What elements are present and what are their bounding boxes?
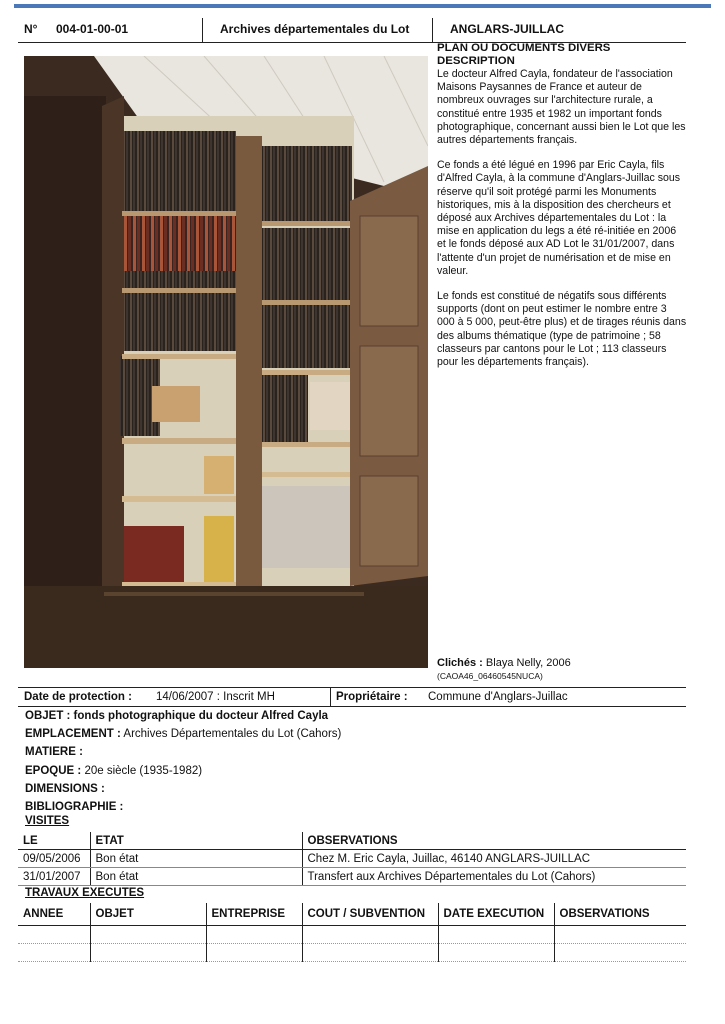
description-paragraph: Le docteur Alfred Cayla, fondateur de l'association Maisons Paysannes de France et auteur de nombreux ouvrages sur l'architecture rurale, a constitué entre 1935 et 1982 un important fonds photographique, concernant aussi bien le Lot que les autres départements français. — [437, 68, 686, 147]
photo-credit — [437, 657, 571, 681]
table-row — [18, 926, 686, 944]
epoque-value: 20e siècle (1935-1982) — [84, 764, 203, 777]
top-rule — [14, 4, 711, 8]
table-cell — [206, 926, 302, 944]
table-cell: Bon état — [90, 850, 302, 868]
table-cell — [554, 944, 686, 962]
table-row — [18, 868, 686, 886]
table-cell — [438, 944, 554, 962]
table-cell — [438, 926, 554, 944]
owner-label: Propriétaire : — [336, 691, 408, 703]
table-cell — [90, 944, 206, 962]
header-divider — [202, 18, 203, 42]
travaux-heading: TRAVAUX EXECUTES — [25, 887, 145, 899]
emplacement-label: EMPLACEMENT : — [25, 728, 121, 741]
table-cell — [302, 926, 438, 944]
description-column — [437, 42, 687, 381]
table-cell — [302, 944, 438, 962]
table-header-row — [18, 903, 686, 926]
matiere-label: MATIERE : — [25, 746, 83, 759]
travaux-table — [18, 903, 686, 962]
protection-bar — [18, 687, 686, 707]
bookcase-photo — [24, 56, 428, 668]
bibliographie-label: BIBLIOGRAPHIE : — [25, 801, 124, 814]
visites-heading: VISITES — [25, 815, 70, 827]
cliches-label: Clichés : — [437, 657, 483, 669]
column-header: LE — [18, 832, 90, 850]
epoque-label: EPOQUE : — [25, 764, 82, 777]
protection-date-value: 14/06/2007 : Inscrit MH — [156, 691, 275, 703]
number-label: N° — [24, 22, 38, 36]
table-cell — [206, 944, 302, 962]
protection-date-label: Date de protection : — [24, 691, 132, 703]
table-row — [18, 944, 686, 962]
section-heading-description: DESCRIPTION — [437, 55, 515, 67]
column-header: OBSERVATIONS — [554, 903, 686, 926]
table-cell: 31/01/2007 — [18, 868, 90, 886]
table-cell: Chez M. Eric Cayla, Juillac, 46140 ANGLARS-JUILLAC — [302, 850, 686, 868]
object-fields — [25, 707, 341, 816]
column-header: ETAT — [90, 832, 302, 850]
table-cell — [554, 926, 686, 944]
table-cell — [18, 944, 90, 962]
cliches-reference: (CAOA46_06460545NUCA) — [437, 671, 543, 681]
owner-value: Commune d'Anglars-Juillac — [428, 691, 568, 703]
column-header: ANNEE — [18, 903, 90, 926]
cliches-value: Blaya Nelly, 2006 — [485, 657, 571, 669]
section-heading-plan: PLAN OU DOCUMENTS DIVERS — [437, 42, 611, 54]
description-paragraph: Le fonds est constitué de négatifs sous différents supports (dont on peut estimer le nombre entre 3 000 à 5 000, peut-être plus) et de tirages réunis dans des albums thématique (type de patrimoine ; 58 classeurs par cantons pour le Lot ; 113 classeurs pour les départements français). — [437, 290, 687, 369]
table-cell — [18, 926, 90, 944]
table-header-row — [18, 832, 686, 850]
table-cell — [90, 926, 206, 944]
protection-divider — [330, 688, 331, 706]
record-number: 004-01-00-01 — [56, 22, 129, 36]
header-divider — [432, 18, 433, 42]
column-header: DATE EXECUTION — [438, 903, 554, 926]
bookcase-photo-drawing — [24, 56, 428, 668]
description-paragraph: Ce fonds a été légué en 1996 par Eric Cayla, fils d'Alfred Cayla, à la commune d'Anglars-Juillac sous réserve qu'il soit protégé parmi les Monuments historiques, mis à la disposition des chercheurs et déposé aux Archives départementales du Lot : la mise en application du legs a été ré-initiée en 2006 et le fonds déposé aux AD Lot le 31/01/2007, dans l'attente d'un projet de numérisation et de mise en valeur. — [437, 159, 681, 277]
table-cell: 09/05/2006 — [18, 850, 90, 868]
column-header: ENTREPRISE — [206, 903, 302, 926]
commune-name: ANGLARS-JUILLAC — [450, 22, 564, 36]
table-row — [18, 850, 686, 868]
table-cell: Bon état — [90, 868, 302, 886]
column-header: OBJET — [90, 903, 206, 926]
visites-table — [18, 832, 686, 886]
column-header: OBSERVATIONS — [302, 832, 686, 850]
archive-name: Archives départementales du Lot — [220, 22, 410, 36]
column-header: COUT / SUBVENTION — [302, 903, 438, 926]
dimensions-label: DIMENSIONS : — [25, 782, 105, 795]
record-header — [18, 16, 686, 43]
emplacement-value: Archives Départementales du Lot (Cahors) — [123, 728, 342, 741]
table-cell: Transfert aux Archives Départementales du Lot (Cahors) — [302, 868, 686, 886]
objet-field: OBJET : fonds photographique du docteur Alfred Cayla — [25, 710, 329, 722]
